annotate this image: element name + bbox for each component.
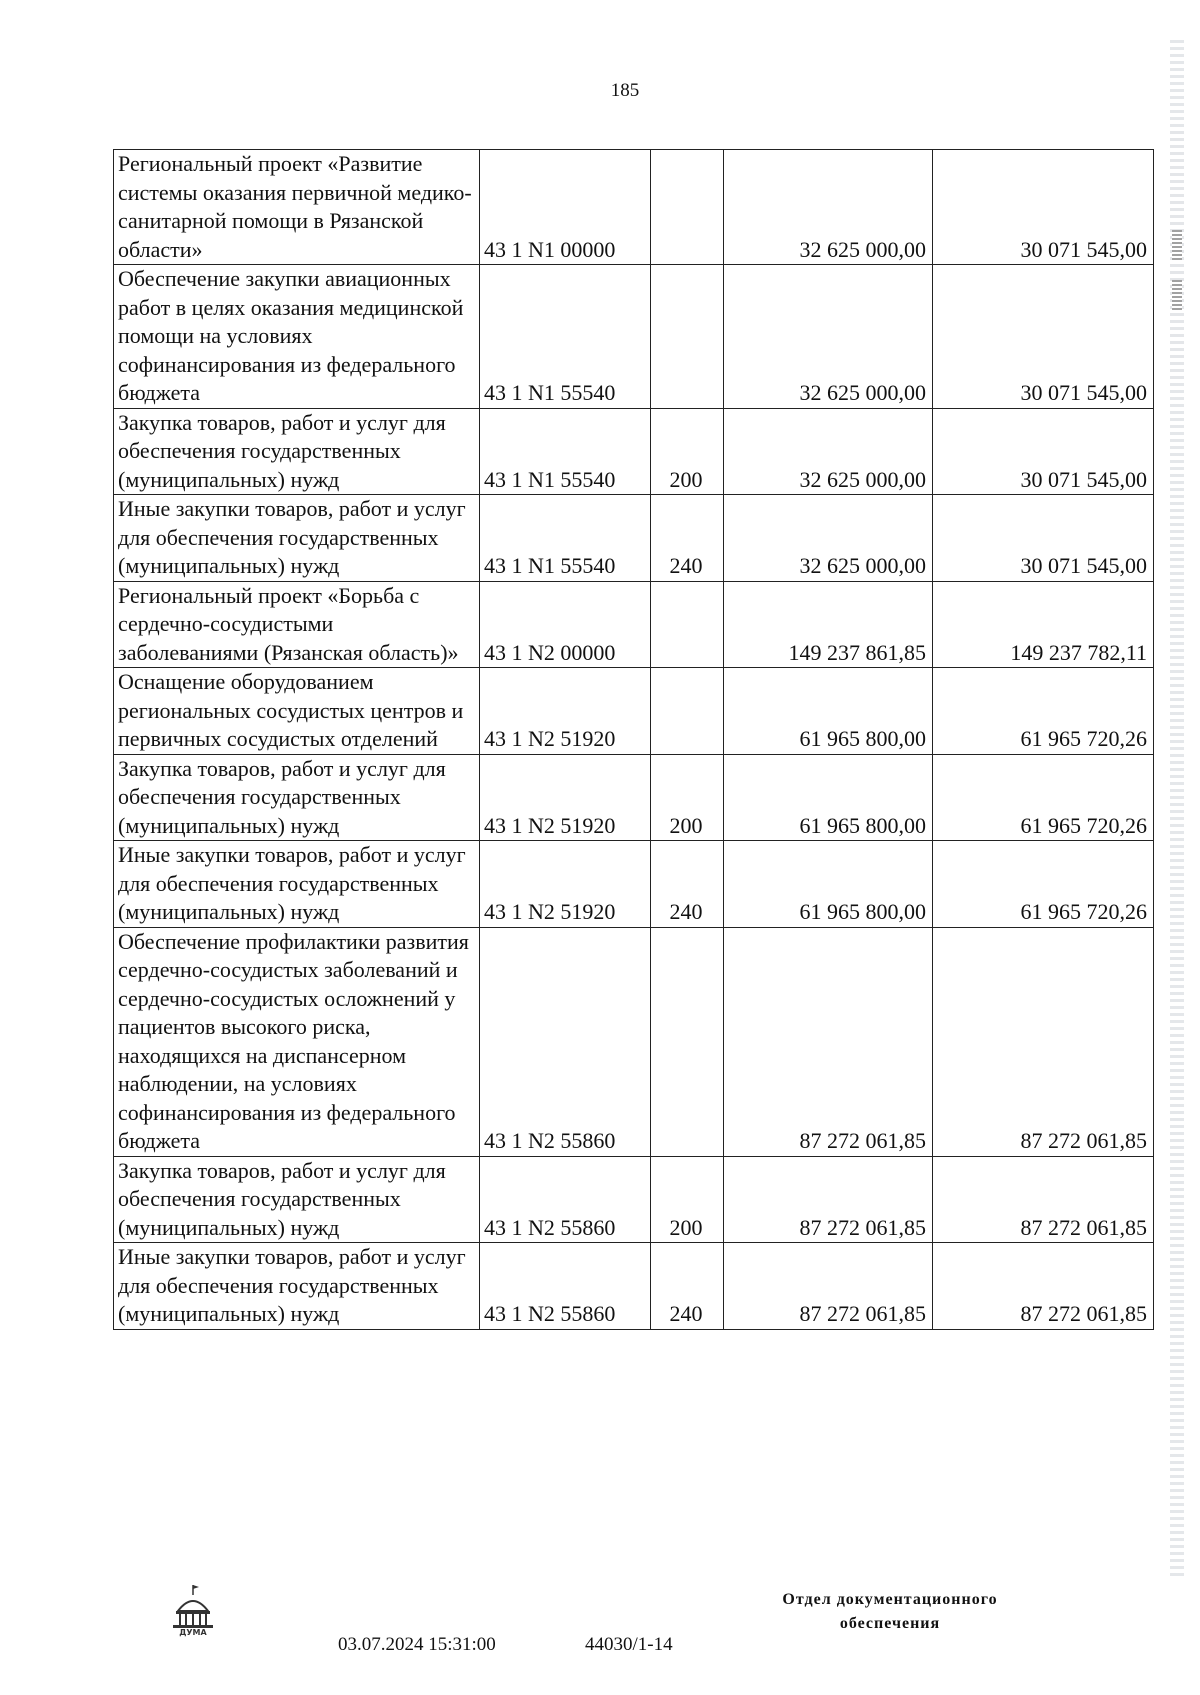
row-name: Региональный проект «Борьба с сердечно-сосудистыми заболеваниями (Рязанская область)» <box>114 581 480 668</box>
row-code: 43 1 N2 55860 <box>480 1156 651 1243</box>
table-row <box>114 668 1154 755</box>
row-code: 43 1 N1 55540 <box>480 408 651 495</box>
row-exec-amount: 30 071 545,00 <box>933 150 1154 265</box>
row-exec-amount: 87 272 061,85 <box>933 1243 1154 1330</box>
emblem-text: ДУМА <box>179 1628 207 1637</box>
page-number: 185 <box>610 80 640 101</box>
row-type: 200 <box>651 408 724 495</box>
table-row <box>114 927 1154 1156</box>
row-plan-amount: 32 625 000,00 <box>724 495 933 582</box>
row-plan-amount: 32 625 000,00 <box>724 150 933 265</box>
table-row <box>114 1156 1154 1243</box>
row-exec-amount: 87 272 061,85 <box>933 1156 1154 1243</box>
row-name: Иные закупки товаров, работ и услуг для обеспечения государственных (муниципальных) нужд <box>114 495 480 582</box>
footer-department-stamp: Отдел документационного обеспечения <box>782 1591 998 1632</box>
footer-datetime: 03.07.2024 15:31:00 <box>338 1634 496 1655</box>
row-code: 43 1 N2 55860 <box>480 1243 651 1330</box>
row-plan-amount: 87 272 061,85 <box>724 927 933 1156</box>
row-name: Иные закупки товаров, работ и услуг для обеспечения государственных (муниципальных) нужд <box>114 1243 480 1330</box>
row-code: 43 1 N2 51920 <box>480 754 651 841</box>
row-type: 240 <box>651 1243 724 1330</box>
footer-document-number: 44030/1-14 <box>585 1634 673 1655</box>
row-type: 200 <box>651 1156 724 1243</box>
row-name: Закупка товаров, работ и услуг для обеспечения государственных (муниципальных) нужд <box>114 408 480 495</box>
row-plan-amount: 32 625 000,00 <box>724 265 933 409</box>
row-type <box>651 668 724 755</box>
row-code: 43 1 N2 55860 <box>480 927 651 1156</box>
row-plan-amount: 32 625 000,00 <box>724 408 933 495</box>
table-row <box>114 841 1154 928</box>
row-type <box>651 927 724 1156</box>
row-plan-amount: 149 237 861,85 <box>724 581 933 668</box>
row-name: Закупка товаров, работ и услуг для обеспечения государственных (муниципальных) нужд <box>114 754 480 841</box>
row-exec-amount: 30 071 545,00 <box>933 408 1154 495</box>
row-exec-amount: 149 237 782,11 <box>933 581 1154 668</box>
row-code: 43 1 N2 51920 <box>480 668 651 755</box>
row-name: Обеспечение профилактики развития сердечно-сосудистых заболеваний и сердечно-сосудистых осложнений у пациентов высокого риска, находящихся на диспансерном наблюдении, на условиях софинансирования из федерального бюджета <box>114 927 480 1156</box>
row-code: 43 1 N2 00000 <box>480 581 651 668</box>
row-exec-amount: 61 965 720,26 <box>933 841 1154 928</box>
row-exec-amount: 61 965 720,26 <box>933 754 1154 841</box>
row-plan-amount: 87 272 061,85 <box>724 1156 933 1243</box>
row-plan-amount: 87 272 061,85 <box>724 1243 933 1330</box>
duma-building-icon <box>168 1583 218 1638</box>
row-name: Обеспечение закупки авиационных работ в целях оказания медицинской помощи на условиях софинансирования из федерального бюджета <box>114 265 480 409</box>
budget-table <box>113 149 1154 1330</box>
row-plan-amount: 61 965 800,00 <box>724 668 933 755</box>
row-name: Иные закупки товаров, работ и услуг для обеспечения государственных (муниципальных) нужд <box>114 841 480 928</box>
row-name: Оснащение оборудованием региональных сосудистых центров и первичных сосудистых отделений <box>114 668 480 755</box>
row-exec-amount: 87 272 061,85 <box>933 927 1154 1156</box>
row-type <box>651 265 724 409</box>
table-row <box>114 1243 1154 1330</box>
table-row <box>114 408 1154 495</box>
row-plan-amount: 61 965 800,00 <box>724 754 933 841</box>
row-plan-amount: 61 965 800,00 <box>724 841 933 928</box>
table-row <box>114 754 1154 841</box>
row-name: Закупка товаров, работ и услуг для обеспечения государственных (муниципальных) нужд <box>114 1156 480 1243</box>
row-type <box>651 150 724 265</box>
row-exec-amount: 30 071 545,00 <box>933 495 1154 582</box>
row-type <box>651 581 724 668</box>
row-exec-amount: 61 965 720,26 <box>933 668 1154 755</box>
row-name: Региональный проект «Развитие системы оказания первичной медико-санитарной помощи в Рязанской области» <box>114 150 480 265</box>
row-code: 43 1 N2 51920 <box>480 841 651 928</box>
row-type: 200 <box>651 754 724 841</box>
row-type: 240 <box>651 495 724 582</box>
table-row <box>114 150 1154 265</box>
table-row <box>114 265 1154 409</box>
row-code: 43 1 N1 00000 <box>480 150 651 265</box>
table-row <box>114 581 1154 668</box>
row-code: 43 1 N1 55540 <box>480 495 651 582</box>
scan-edge-marks <box>1170 40 1184 1580</box>
row-type: 240 <box>651 841 724 928</box>
row-code: 43 1 N1 55540 <box>480 265 651 409</box>
table-row <box>114 495 1154 582</box>
row-exec-amount: 30 071 545,00 <box>933 265 1154 409</box>
